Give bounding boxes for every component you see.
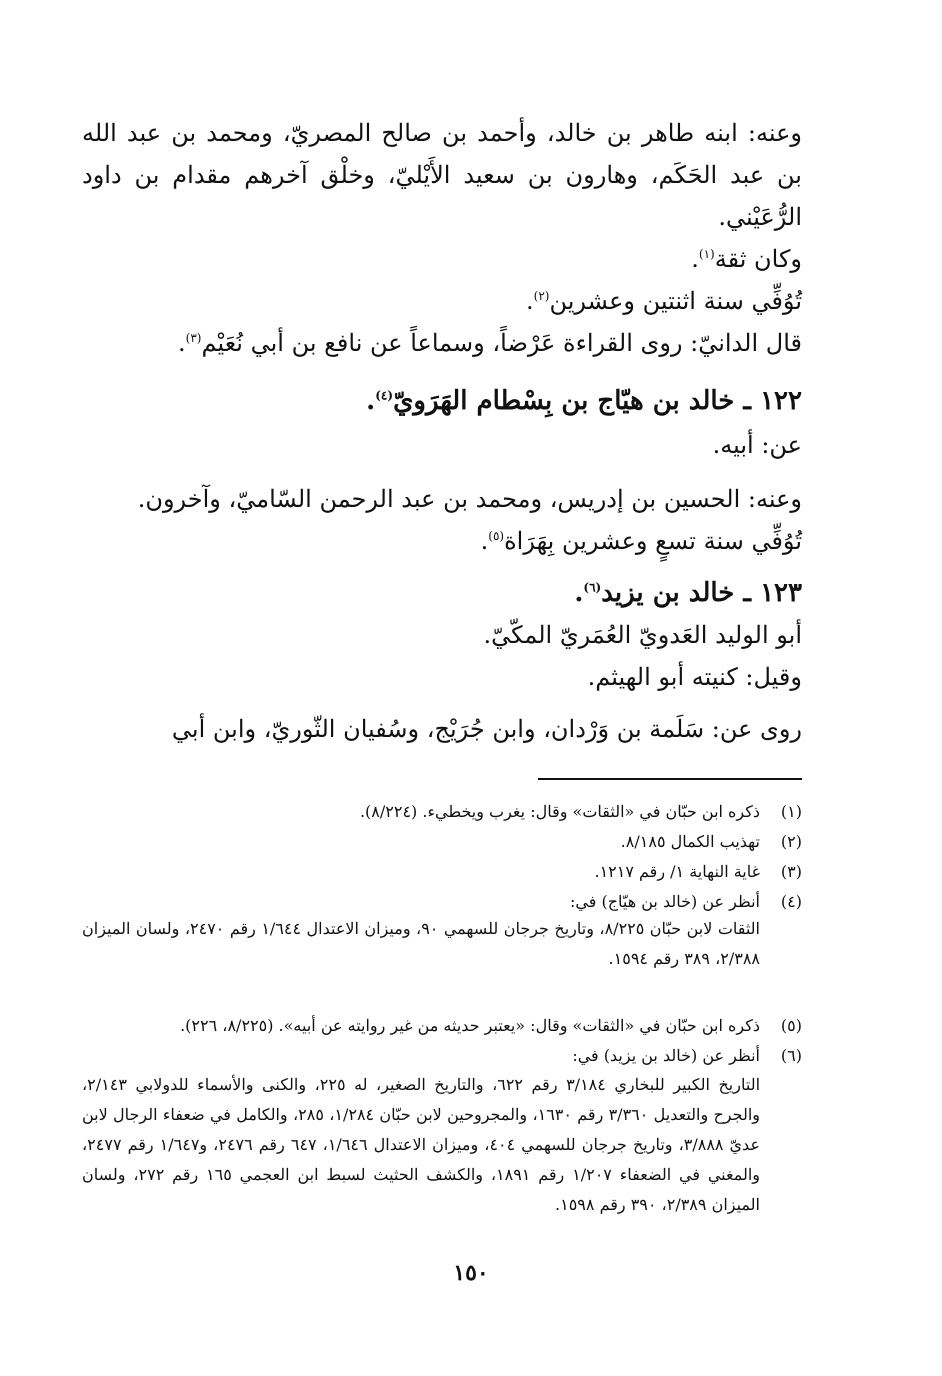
punctuation: .	[366, 386, 376, 416]
footnote-4-sources	[82, 914, 760, 974]
footnote-2	[82, 828, 802, 856]
paragraph-text: وعنه: ابنه طاهر بن خالد، وأحمد بن صالح المصريّ، ومحمد بن عبد الله بن عبد الحَكَم، وهارون بن سعيد الأَيْليّ، وخلْق آخرهم مقدام بن داود الرُّعَيْني.	[82, 119, 802, 231]
punctuation: .	[691, 245, 699, 273]
paragraph-narrators	[82, 112, 802, 238]
paragraph-death	[82, 280, 802, 322]
paragraph-trustworthy	[82, 238, 802, 280]
footnote-ref[interactable]: (٥)	[488, 529, 505, 543]
paragraph-text: وقيل: كنيته أبو الهيثم.	[587, 663, 802, 691]
footnote-text: غاية النهاية ١/ رقم ١٢١٧.	[594, 862, 760, 881]
paragraph-alt-kunya	[82, 656, 802, 698]
footnote-text: تهذيب الكمال ٨/١٨٥.	[620, 832, 760, 851]
footnote-1	[82, 798, 802, 826]
footnote-ref[interactable]: (٣)	[185, 331, 202, 345]
paragraph-dani	[82, 322, 802, 364]
footnote-text: أنظر عن (خالد بن هيّاج) في:	[569, 892, 760, 911]
heading-text: ١٢٣ ـ خالد بن يزيد	[601, 578, 802, 608]
paragraph-from	[82, 424, 802, 466]
paragraph-text: روى عن: سَلَمة بن وَرْدان، وابن جُرَيْج، وسُفيان الثّوريّ، وابن أبي	[171, 715, 802, 743]
footnote-4	[82, 888, 802, 916]
page-number: ١٥٠	[453, 1260, 489, 1286]
paragraph-text: تُوُفِّي سنة اثنتين وعشرين	[549, 287, 802, 315]
paragraph-students	[82, 478, 802, 520]
footnote-text: ذكره ابن حبّان في «الثقات» وقال: «يعتبر حديثه من غير روايته عن أبيه». (٨/٢٢٥، ٢٢٦).	[180, 1016, 760, 1035]
footnote-ref[interactable]: (١)	[698, 247, 715, 261]
footnote-6	[82, 1042, 802, 1070]
entry-heading-123	[82, 572, 802, 614]
punctuation: .	[574, 578, 584, 608]
footnote-divider	[538, 778, 802, 780]
paragraph-text: تُوُفِّي سنة تسعٍ وعشرين بِهَرَاة	[504, 527, 802, 555]
footnote-number: (١)	[780, 802, 802, 821]
entry-heading-122	[82, 380, 802, 422]
paragraph-text: وعنه: الحسين بن إدريس، ومحمد بن عبد الرحمن السّاميّ، وآخرون.	[137, 485, 802, 513]
footnote-number: (٣)	[780, 862, 802, 881]
footnote-5	[82, 1012, 802, 1040]
paragraph-text: عن: أبيه.	[712, 431, 802, 459]
punctuation: .	[480, 527, 489, 555]
paragraph-text: أبو الوليد العَدويّ العُمَريّ المكّيّ.	[483, 621, 802, 649]
footnote-text: الثقات لابن حبّان ٨/٢٢٥، وتاريخ جرجان للسهمي ٩٠، وميزان الاعتدال ١/٦٤٤ رقم ٢٤٧٠، ولسان الميزان ٢/٣٨٨، ٣٨٩ رقم ١٥٩٤.	[82, 919, 760, 968]
paragraph-narrated-from	[82, 708, 802, 750]
footnote-number: (٤)	[780, 892, 802, 911]
footnote-6-sources	[82, 1070, 760, 1220]
footnote-number: (٦)	[780, 1046, 802, 1065]
footnote-ref[interactable]: (٦)	[583, 580, 602, 595]
footnote-ref[interactable]: (٤)	[375, 388, 394, 403]
punctuation: .	[178, 329, 186, 357]
footnote-ref[interactable]: (٢)	[533, 289, 550, 303]
footnote-3	[82, 858, 802, 886]
punctuation: .	[526, 287, 534, 315]
footnote-text: ذكره ابن حبّان في «الثقات» وقال: يغرب ويخطيء. (٨/٢٢٤).	[359, 802, 760, 821]
paragraph-death-herat	[82, 520, 802, 562]
footnote-text: أنظر عن (خالد بن يزيد) في:	[572, 1046, 760, 1065]
heading-text: ١٢٢ ـ خالد بن هيّاج بن بِسْطام الهَرَويّ	[393, 386, 802, 416]
footnote-number: (٥)	[780, 1016, 802, 1035]
footnote-number: (٢)	[780, 832, 802, 851]
paragraph-text: قال الدانيّ: روى القراءة عَرْضاً، وسماعاً عن نافع بن أبي نُعَيْم	[201, 329, 802, 357]
paragraph-text: وكان ثقة	[714, 245, 802, 273]
paragraph-kunya	[82, 614, 802, 656]
footnote-text: التاريخ الكبير للبخاري ٣/١٨٤ رقم ٦٢٢، والتاريخ الصغير، له ٢٢٥، والكنى والأسماء للدولابي ٢/١٤٣، والجرح والتعديل ٣/٣٦٠ رقم ١٦٣٠، والمجروحين لابن حبّان ١/٢٨٤، ٢٨٥، والكامل في ضعفاء الرجال لابن عديّ ٣/٨٨٨، وتاريخ جرجان للسهمي ٤٠٤، وميزان الاعتدال ١/٦٤٦، ٦٤٧ رقم ٢٤٧٦، و١/٦٤٧ رقم ٢٤٧٧، والمغني في الضعفاء ١/٢٠٧ رقم ١٨٩١، والكشف الحثيث لسبط ابن العجمي ١٦٥ رقم ٢٧٢، ولسان الميزان ٢/٣٨٩، ٣٩٠ رقم ١٥٩٨.	[82, 1075, 761, 1214]
